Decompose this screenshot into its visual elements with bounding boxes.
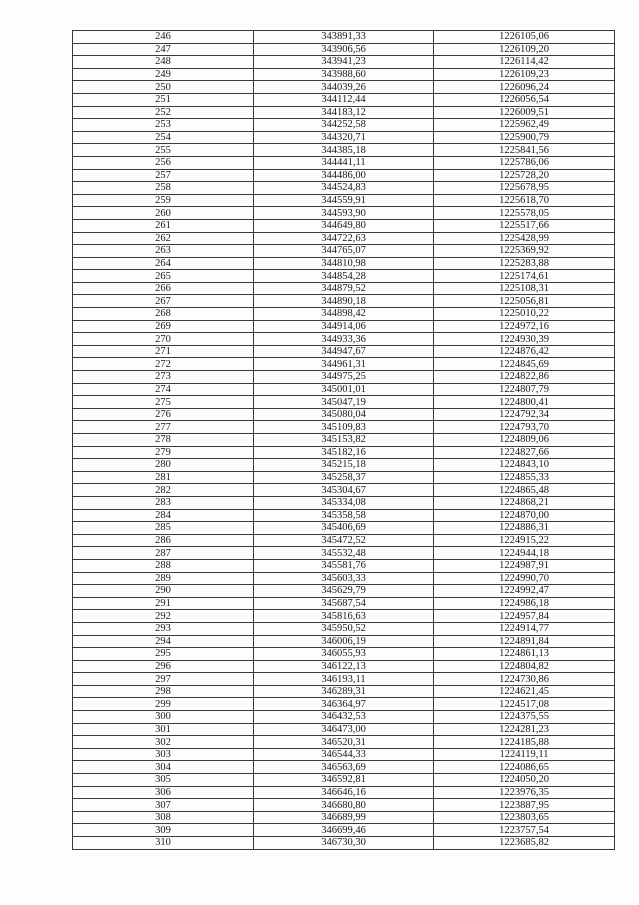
y-coordinate-cell: 1226114,42: [434, 56, 615, 69]
table-row: [73, 811, 615, 824]
table-row: [73, 660, 615, 673]
table-row: [73, 383, 615, 396]
table-row: [73, 585, 615, 598]
x-coordinate-cell: 344975,25: [254, 371, 434, 384]
table-row: [73, 572, 615, 585]
point-number-cell: 304: [73, 761, 254, 774]
table-row: [73, 774, 615, 787]
y-coordinate-cell: 1224792,34: [434, 408, 615, 421]
table-row: [73, 358, 615, 371]
point-number-cell: 293: [73, 622, 254, 635]
y-coordinate-cell: 1225900,79: [434, 131, 615, 144]
point-number-cell: 281: [73, 471, 254, 484]
table-row: [73, 219, 615, 232]
y-coordinate-cell: 1225578,05: [434, 207, 615, 220]
x-coordinate-cell: 344879,52: [254, 282, 434, 295]
x-coordinate-cell: 343891,33: [254, 31, 434, 44]
y-coordinate-cell: 1225962,49: [434, 119, 615, 132]
table-row: [73, 245, 615, 258]
y-coordinate-cell: 1224800,41: [434, 396, 615, 409]
y-coordinate-cell: 1224119,11: [434, 748, 615, 761]
table-row: [73, 547, 615, 560]
point-number-cell: 249: [73, 68, 254, 81]
point-number-cell: 300: [73, 711, 254, 724]
point-number-cell: 299: [73, 698, 254, 711]
point-number-cell: 266: [73, 282, 254, 295]
point-number-cell: 257: [73, 169, 254, 182]
table-row: [73, 81, 615, 94]
y-coordinate-cell: 1224822,86: [434, 371, 615, 384]
table-row: [73, 522, 615, 535]
x-coordinate-cell: 346122,13: [254, 660, 434, 673]
y-coordinate-cell: 1225618,70: [434, 194, 615, 207]
x-coordinate-cell: 344765,07: [254, 245, 434, 258]
y-coordinate-cell: 1224861,13: [434, 648, 615, 661]
point-number-cell: 305: [73, 774, 254, 787]
table-row: [73, 761, 615, 774]
point-number-cell: 270: [73, 333, 254, 346]
y-coordinate-cell: 1224281,23: [434, 723, 615, 736]
x-coordinate-cell: 346689,99: [254, 811, 434, 824]
table-row: [73, 119, 615, 132]
point-number-cell: 280: [73, 459, 254, 472]
x-coordinate-cell: 345816,63: [254, 610, 434, 623]
y-coordinate-cell: 1224992,47: [434, 585, 615, 598]
x-coordinate-cell: 345358,58: [254, 509, 434, 522]
point-number-cell: 250: [73, 81, 254, 94]
y-coordinate-cell: 1226009,51: [434, 106, 615, 119]
x-coordinate-cell: 345406,69: [254, 522, 434, 535]
y-coordinate-cell: 1224876,42: [434, 345, 615, 358]
x-coordinate-cell: 344252,58: [254, 119, 434, 132]
point-number-cell: 287: [73, 547, 254, 560]
x-coordinate-cell: 345258,37: [254, 471, 434, 484]
table-row: [73, 799, 615, 812]
y-coordinate-cell: 1223976,35: [434, 786, 615, 799]
x-coordinate-cell: 346544,33: [254, 748, 434, 761]
table-row: [73, 459, 615, 472]
point-number-cell: 274: [73, 383, 254, 396]
x-coordinate-cell: 346432,53: [254, 711, 434, 724]
point-number-cell: 252: [73, 106, 254, 119]
x-coordinate-cell: 346520,31: [254, 736, 434, 749]
point-number-cell: 302: [73, 736, 254, 749]
point-number-cell: 263: [73, 245, 254, 258]
point-number-cell: 248: [73, 56, 254, 69]
point-number-cell: 275: [73, 396, 254, 409]
table-row: [73, 345, 615, 358]
y-coordinate-cell: 1224621,45: [434, 685, 615, 698]
y-coordinate-cell: 1224050,20: [434, 774, 615, 787]
point-number-cell: 307: [73, 799, 254, 812]
x-coordinate-cell: 344722,63: [254, 232, 434, 245]
table-row: [73, 711, 615, 724]
x-coordinate-cell: 345080,04: [254, 408, 434, 421]
point-number-cell: 258: [73, 182, 254, 195]
x-coordinate-cell: 345629,79: [254, 585, 434, 598]
table-row: [73, 131, 615, 144]
x-coordinate-cell: 345950,52: [254, 622, 434, 635]
table-row: [73, 421, 615, 434]
x-coordinate-cell: 346473,00: [254, 723, 434, 736]
point-number-cell: 265: [73, 270, 254, 283]
point-number-cell: 269: [73, 320, 254, 333]
point-number-cell: 278: [73, 434, 254, 447]
y-coordinate-cell: 1224915,22: [434, 534, 615, 547]
table-row: [73, 31, 615, 44]
table-row: [73, 837, 615, 850]
y-coordinate-cell: 1225369,92: [434, 245, 615, 258]
table-row: [73, 257, 615, 270]
x-coordinate-cell: 346699,46: [254, 824, 434, 837]
x-coordinate-cell: 345581,76: [254, 559, 434, 572]
x-coordinate-cell: 346646,16: [254, 786, 434, 799]
table-row: [73, 93, 615, 106]
y-coordinate-cell: 1224827,66: [434, 446, 615, 459]
y-coordinate-cell: 1224914,77: [434, 622, 615, 635]
y-coordinate-cell: 1224868,21: [434, 496, 615, 509]
y-coordinate-cell: 1224517,08: [434, 698, 615, 711]
table-row: [73, 786, 615, 799]
point-number-cell: 306: [73, 786, 254, 799]
point-number-cell: 291: [73, 597, 254, 610]
x-coordinate-cell: 345304,67: [254, 484, 434, 497]
point-number-cell: 273: [73, 371, 254, 384]
y-coordinate-cell: 1224986,18: [434, 597, 615, 610]
point-number-cell: 288: [73, 559, 254, 572]
table-row: [73, 282, 615, 295]
table-row: [73, 270, 615, 283]
x-coordinate-cell: 345603,33: [254, 572, 434, 585]
point-number-cell: 251: [73, 93, 254, 106]
y-coordinate-cell: 1224990,70: [434, 572, 615, 585]
x-coordinate-cell: 343941,23: [254, 56, 434, 69]
point-number-cell: 284: [73, 509, 254, 522]
y-coordinate-cell: 1226096,24: [434, 81, 615, 94]
x-coordinate-cell: 345153,82: [254, 434, 434, 447]
table-row: [73, 194, 615, 207]
y-coordinate-cell: 1224987,91: [434, 559, 615, 572]
x-coordinate-cell: 344441,11: [254, 156, 434, 169]
point-number-cell: 285: [73, 522, 254, 535]
table-row: [73, 597, 615, 610]
y-coordinate-cell: 1224855,33: [434, 471, 615, 484]
y-coordinate-cell: 1226109,23: [434, 68, 615, 81]
point-number-cell: 296: [73, 660, 254, 673]
y-coordinate-cell: 1225108,31: [434, 282, 615, 295]
x-coordinate-cell: 344933,36: [254, 333, 434, 346]
x-coordinate-cell: 346563,69: [254, 761, 434, 774]
x-coordinate-cell: 346289,31: [254, 685, 434, 698]
x-coordinate-cell: 345472,52: [254, 534, 434, 547]
x-coordinate-cell: 344854,28: [254, 270, 434, 283]
y-coordinate-cell: 1224870,00: [434, 509, 615, 522]
y-coordinate-cell: 1224185,88: [434, 736, 615, 749]
x-coordinate-cell: 345215,18: [254, 459, 434, 472]
table-row: [73, 144, 615, 157]
point-number-cell: 308: [73, 811, 254, 824]
y-coordinate-cell: 1225517,66: [434, 219, 615, 232]
point-number-cell: 254: [73, 131, 254, 144]
x-coordinate-cell: 343906,56: [254, 43, 434, 56]
point-number-cell: 290: [73, 585, 254, 598]
point-number-cell: 303: [73, 748, 254, 761]
x-coordinate-cell: 346055,93: [254, 648, 434, 661]
table-row: [73, 736, 615, 749]
x-coordinate-cell: 344183,12: [254, 106, 434, 119]
x-coordinate-cell: 344486,00: [254, 169, 434, 182]
y-coordinate-cell: 1225283,88: [434, 257, 615, 270]
y-coordinate-cell: 1225428,99: [434, 232, 615, 245]
x-coordinate-cell: 344112,44: [254, 93, 434, 106]
table-row: [73, 371, 615, 384]
y-coordinate-cell: 1226056,54: [434, 93, 615, 106]
x-coordinate-cell: 346680,80: [254, 799, 434, 812]
x-coordinate-cell: 345001,01: [254, 383, 434, 396]
x-coordinate-cell: 345532,48: [254, 547, 434, 560]
x-coordinate-cell: 345109,83: [254, 421, 434, 434]
table-row: [73, 509, 615, 522]
y-coordinate-cell: 1224886,31: [434, 522, 615, 535]
table-row: [73, 106, 615, 119]
table-row: [73, 434, 615, 447]
x-coordinate-cell: 344810,98: [254, 257, 434, 270]
point-number-cell: 253: [73, 119, 254, 132]
y-coordinate-cell: 1224086,65: [434, 761, 615, 774]
point-number-cell: 289: [73, 572, 254, 585]
x-coordinate-cell: 344559,91: [254, 194, 434, 207]
table-row: [73, 748, 615, 761]
y-coordinate-cell: 1226109,20: [434, 43, 615, 56]
y-coordinate-cell: 1224793,70: [434, 421, 615, 434]
point-number-cell: 297: [73, 673, 254, 686]
x-coordinate-cell: 344649,80: [254, 219, 434, 232]
table-row: [73, 559, 615, 572]
point-number-cell: 309: [73, 824, 254, 837]
y-coordinate-cell: 1223757,54: [434, 824, 615, 837]
point-number-cell: 272: [73, 358, 254, 371]
x-coordinate-cell: 344524,83: [254, 182, 434, 195]
table-row: [73, 446, 615, 459]
y-coordinate-cell: 1225678,95: [434, 182, 615, 195]
x-coordinate-cell: 346006,19: [254, 635, 434, 648]
table-row: [73, 471, 615, 484]
x-coordinate-cell: 344947,67: [254, 345, 434, 358]
y-coordinate-cell: 1225174,61: [434, 270, 615, 283]
x-coordinate-cell: 344914,06: [254, 320, 434, 333]
point-number-cell: 276: [73, 408, 254, 421]
point-number-cell: 267: [73, 295, 254, 308]
y-coordinate-cell: 1224804,82: [434, 660, 615, 673]
y-coordinate-cell: 1224944,18: [434, 547, 615, 560]
x-coordinate-cell: 346730,30: [254, 837, 434, 850]
table-row: [73, 333, 615, 346]
y-coordinate-cell: 1224845,69: [434, 358, 615, 371]
coordinates-table: [72, 30, 615, 850]
point-number-cell: 260: [73, 207, 254, 220]
table-row: [73, 408, 615, 421]
point-number-cell: 298: [73, 685, 254, 698]
table-row: [73, 43, 615, 56]
y-coordinate-cell: 1226105,06: [434, 31, 615, 44]
point-number-cell: 286: [73, 534, 254, 547]
table-row: [73, 68, 615, 81]
y-coordinate-cell: 1223803,65: [434, 811, 615, 824]
table-row: [73, 496, 615, 509]
y-coordinate-cell: 1224865,48: [434, 484, 615, 497]
point-number-cell: 301: [73, 723, 254, 736]
point-number-cell: 283: [73, 496, 254, 509]
table-row: [73, 824, 615, 837]
y-coordinate-cell: 1224807,79: [434, 383, 615, 396]
x-coordinate-cell: 344890,18: [254, 295, 434, 308]
table-row: [73, 308, 615, 321]
point-number-cell: 279: [73, 446, 254, 459]
y-coordinate-cell: 1223887,95: [434, 799, 615, 812]
x-coordinate-cell: 346592,81: [254, 774, 434, 787]
y-coordinate-cell: 1224809,06: [434, 434, 615, 447]
x-coordinate-cell: 346364,97: [254, 698, 434, 711]
table-row: [73, 484, 615, 497]
x-coordinate-cell: 345334,08: [254, 496, 434, 509]
point-number-cell: 294: [73, 635, 254, 648]
y-coordinate-cell: 1225010,22: [434, 308, 615, 321]
table-row: [73, 56, 615, 69]
table-row: [73, 723, 615, 736]
table-row: [73, 635, 615, 648]
table-row: [73, 534, 615, 547]
table-row: [73, 698, 615, 711]
point-number-cell: 247: [73, 43, 254, 56]
point-number-cell: 246: [73, 31, 254, 44]
x-coordinate-cell: 344385,18: [254, 144, 434, 157]
y-coordinate-cell: 1225786,06: [434, 156, 615, 169]
point-number-cell: 268: [73, 308, 254, 321]
x-coordinate-cell: 345687,54: [254, 597, 434, 610]
table-row: [73, 685, 615, 698]
table-row: [73, 232, 615, 245]
table-row: [73, 648, 615, 661]
x-coordinate-cell: 345047,19: [254, 396, 434, 409]
table-row: [73, 320, 615, 333]
table-row: [73, 182, 615, 195]
point-number-cell: 259: [73, 194, 254, 207]
point-number-cell: 255: [73, 144, 254, 157]
y-coordinate-cell: 1224375,55: [434, 711, 615, 724]
table-row: [73, 396, 615, 409]
y-coordinate-cell: 1225056,81: [434, 295, 615, 308]
x-coordinate-cell: 344039,26: [254, 81, 434, 94]
x-coordinate-cell: 344898,42: [254, 308, 434, 321]
point-number-cell: 262: [73, 232, 254, 245]
x-coordinate-cell: 345182,16: [254, 446, 434, 459]
y-coordinate-cell: 1225841,56: [434, 144, 615, 157]
y-coordinate-cell: 1224730,86: [434, 673, 615, 686]
y-coordinate-cell: 1224843,10: [434, 459, 615, 472]
table-row: [73, 295, 615, 308]
coordinates-table-body: [73, 31, 615, 850]
y-coordinate-cell: 1223685,82: [434, 837, 615, 850]
table-row: [73, 610, 615, 623]
x-coordinate-cell: 344961,31: [254, 358, 434, 371]
table-row: [73, 673, 615, 686]
point-number-cell: 277: [73, 421, 254, 434]
y-coordinate-cell: 1224891,84: [434, 635, 615, 648]
x-coordinate-cell: 343988,60: [254, 68, 434, 81]
point-number-cell: 310: [73, 837, 254, 850]
y-coordinate-cell: 1224972,16: [434, 320, 615, 333]
table-row: [73, 207, 615, 220]
table-row: [73, 622, 615, 635]
point-number-cell: 256: [73, 156, 254, 169]
x-coordinate-cell: 344320,71: [254, 131, 434, 144]
table-row: [73, 156, 615, 169]
point-number-cell: 282: [73, 484, 254, 497]
point-number-cell: 295: [73, 648, 254, 661]
x-coordinate-cell: 344593,90: [254, 207, 434, 220]
point-number-cell: 264: [73, 257, 254, 270]
y-coordinate-cell: 1224957,84: [434, 610, 615, 623]
point-number-cell: 261: [73, 219, 254, 232]
table-row: [73, 169, 615, 182]
y-coordinate-cell: 1224930,39: [434, 333, 615, 346]
x-coordinate-cell: 346193,11: [254, 673, 434, 686]
point-number-cell: 271: [73, 345, 254, 358]
point-number-cell: 292: [73, 610, 254, 623]
y-coordinate-cell: 1225728,20: [434, 169, 615, 182]
